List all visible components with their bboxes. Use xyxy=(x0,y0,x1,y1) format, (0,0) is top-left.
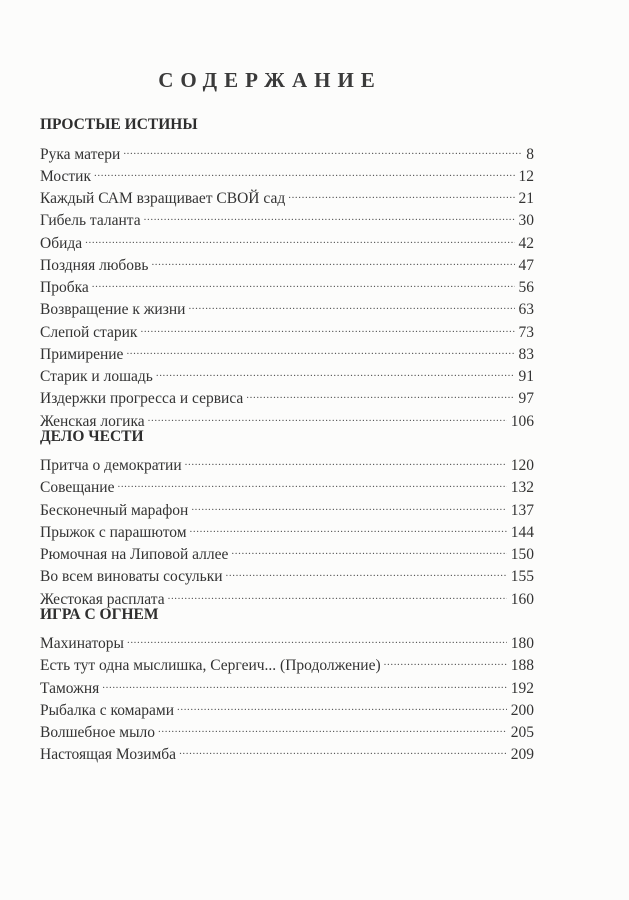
toc-entry xyxy=(40,181,534,207)
dot-leader xyxy=(117,470,506,492)
entry-page-number: 63 xyxy=(518,301,534,319)
entry-page-number: 132 xyxy=(510,479,534,497)
section-heading: ИГРА С ОГНЕМ xyxy=(40,605,159,623)
dot-leader xyxy=(179,737,507,759)
toc-entry xyxy=(40,248,534,274)
dot-leader xyxy=(144,203,515,225)
dot-leader xyxy=(140,314,514,336)
entry-page-number: 47 xyxy=(518,256,534,274)
dot-leader xyxy=(123,136,522,158)
dot-leader xyxy=(85,225,514,247)
entry-page-number: 83 xyxy=(518,345,534,363)
entry-title: Настоящая Мозимба xyxy=(40,746,177,764)
dot-leader xyxy=(384,648,507,670)
entry-title: Слепой старик xyxy=(40,323,138,341)
dot-leader xyxy=(190,515,507,537)
entry-title: Издержки прогресса и сервиса xyxy=(40,390,244,408)
toc-entry xyxy=(40,159,534,185)
toc-entry xyxy=(40,136,534,163)
entry-title: Женская логика xyxy=(40,412,145,430)
entry-title: Есть тут одна мыслишка, Сергеич... (Продолжение) xyxy=(40,657,381,675)
dot-leader xyxy=(288,181,514,203)
entry-title: Бесконечный марафон xyxy=(40,501,189,519)
entry-title: Прыжок с парашютом xyxy=(40,523,187,541)
entry-page-number: 155 xyxy=(510,568,534,586)
entry-page-number: 21 xyxy=(518,190,534,207)
entry-title: Волшебное мыло xyxy=(40,724,156,741)
entry-title: Рыбалка с комарами xyxy=(40,701,174,719)
entry-page-number: 144 xyxy=(510,523,534,541)
entry-title: Махинаторы xyxy=(40,635,124,652)
entry-page-number: 120 xyxy=(510,457,534,474)
toc-entry xyxy=(40,292,534,319)
section-heading: ПРОСТЫЕ ИСТИНЫ xyxy=(40,116,198,133)
dot-leader xyxy=(102,670,506,692)
dot-leader xyxy=(168,581,507,603)
entry-title: Таможня xyxy=(40,679,100,697)
toc-entry xyxy=(40,448,534,474)
entry-title: Гибель таланта xyxy=(40,212,141,230)
entry-page-number: 160 xyxy=(510,590,534,608)
entry-page-number: 188 xyxy=(510,657,534,675)
dot-leader xyxy=(191,492,506,514)
entry-title: Рюмочная на Липовой аллее xyxy=(40,546,229,563)
entry-title: Притча о демократии xyxy=(40,457,182,474)
entry-page-number: 30 xyxy=(518,212,534,230)
table-of-contents xyxy=(40,114,534,764)
entry-page-number: 12 xyxy=(518,167,534,185)
entry-page-number: 106 xyxy=(510,412,534,430)
entry-title: Мостик xyxy=(40,167,92,185)
entry-title: Каждый САМ взращивает СВОЙ сад xyxy=(40,190,286,207)
entry-title: Рука матери xyxy=(40,145,121,163)
entry-title: Возвращение к жизни xyxy=(40,301,186,319)
entry-page-number: 8 xyxy=(526,145,534,163)
toc-entry xyxy=(40,270,534,296)
entry-page-number: 192 xyxy=(510,679,534,697)
entry-page-number: 73 xyxy=(518,323,534,341)
dot-leader xyxy=(156,359,515,381)
toc-entry xyxy=(40,670,534,697)
dot-leader xyxy=(177,693,507,715)
entry-title: Жестокая расплата xyxy=(40,590,165,608)
dot-leader xyxy=(127,626,507,648)
entry-page-number: 42 xyxy=(518,234,534,252)
dot-leader xyxy=(148,403,507,425)
page-title: СОДЕРЖАНИЕ xyxy=(158,68,382,92)
dot-leader xyxy=(246,381,514,403)
section-heading: ДЕЛО ЧЕСТИ xyxy=(40,427,144,445)
entry-title: Обида xyxy=(40,234,83,252)
entry-page-number: 97 xyxy=(518,390,534,408)
entry-title: Поздняя любовь xyxy=(40,256,149,274)
entry-title: Примирение xyxy=(40,345,124,363)
entry-page-number: 209 xyxy=(510,746,534,764)
entry-page-number: 91 xyxy=(518,368,534,385)
entry-title: Во всем виноваты сосульки xyxy=(40,568,223,586)
dot-leader xyxy=(226,559,507,581)
dot-leader xyxy=(94,159,514,181)
dot-leader xyxy=(231,537,506,559)
entry-page-number: 150 xyxy=(510,546,534,563)
dot-leader xyxy=(151,248,514,270)
toc-entry xyxy=(40,693,534,719)
entry-title: Пробка xyxy=(40,279,89,296)
toc-entry xyxy=(40,225,534,252)
entry-page-number: 205 xyxy=(510,724,534,741)
toc-entry xyxy=(40,626,534,652)
dot-leader xyxy=(185,448,507,470)
entry-title: Старик и лошадь xyxy=(40,368,153,385)
dot-leader xyxy=(158,715,507,737)
entry-page-number: 56 xyxy=(518,279,534,296)
entry-page-number: 200 xyxy=(510,701,534,719)
dot-leader xyxy=(188,292,514,314)
entry-title: Совещание xyxy=(40,479,115,497)
dot-leader xyxy=(126,337,514,359)
dot-leader xyxy=(92,270,515,292)
entry-page-number: 180 xyxy=(510,635,534,652)
entry-page-number: 137 xyxy=(510,501,534,519)
